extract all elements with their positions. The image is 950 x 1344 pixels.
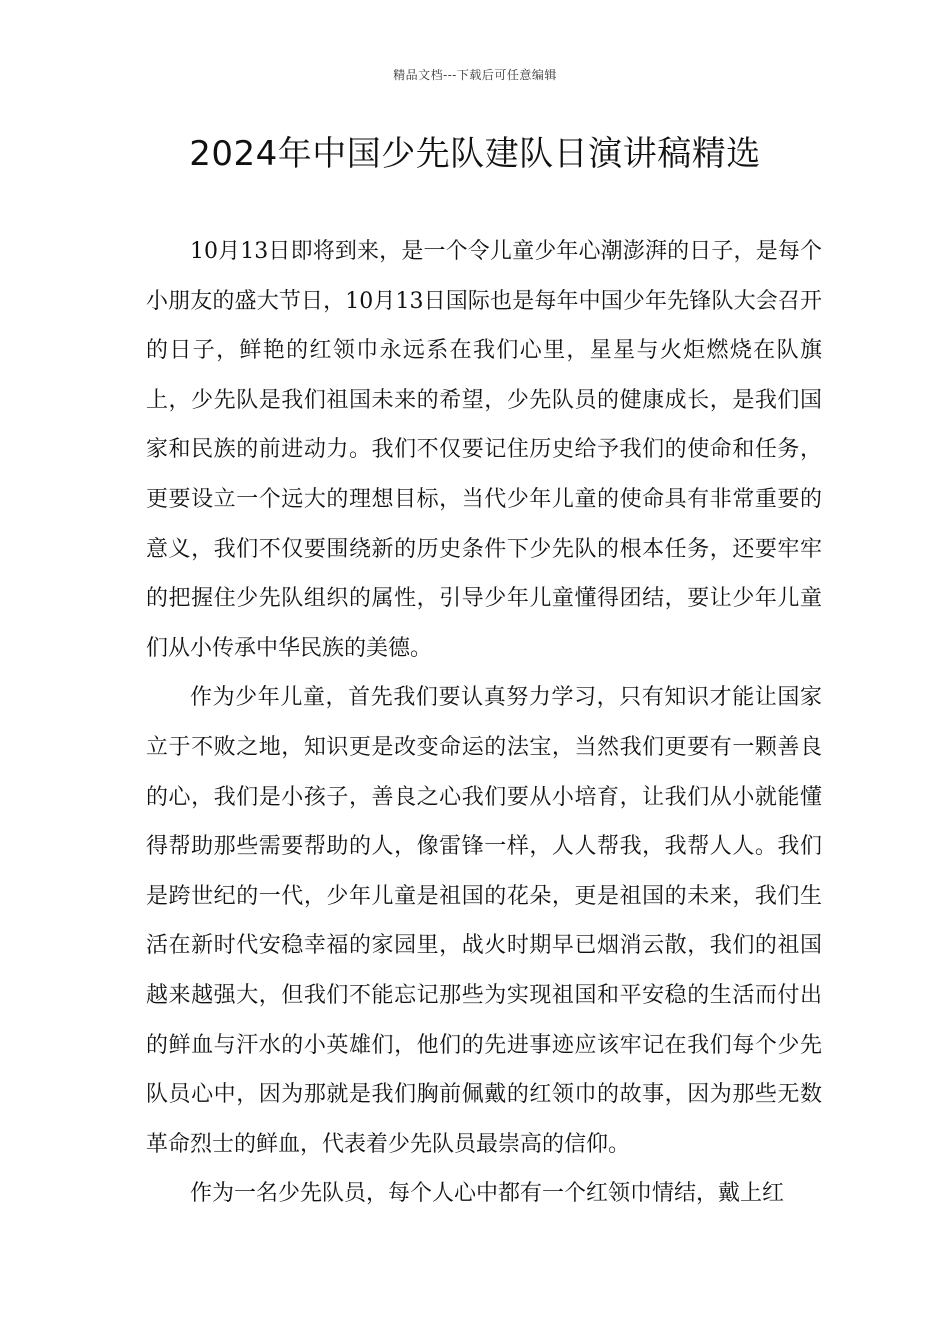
document-body [146,227,822,1219]
header-note: 精品文档---下载后可任意编辑 [393,68,557,82]
page-title: 2024年中国少先队建队日演讲稿精选 [189,134,761,174]
paragraph-1: 10月13日即将到来，是一个令儿童少年心潮澎湃的日子，是每个小朋友的盛大节日，10月13日国际也是每年中国少年先锋队大会召开的日子，鲜艳的红领巾永远系在我们心里，星星与火炬燃烧在队旗上，少先队是我们祖国未来的希望，少先队员的健康成长，是我们国家和民族的前进动力。我们不仅要记住历史给予我们的使命和任务，更要设立一个远大的理想目标，当代少年儿童的使命具有非常重要的意义，我们不仅要围绕新的历史条件下少先队的根本任务，还要牢牢的把握住少先队组织的属性，引导少年儿童懂得团结，要让少年儿童们从小传承中华民族的美德。 [146,239,822,661]
paragraph-3: 作为一名少先队员，每个人心中都有一个红领巾情结，戴上红 [190,1181,785,1207]
paragraph-2: 作为少年儿童，首先我们要认真努力学习，只有知识才能让国家立于不败之地，知识更是改变命运的法宝，当然我们更要有一颗善良的心，我们是小孩子，善良之心我们要从小培育，让我们从小就能懂得帮助那些需要帮助的人，像雷锋一样，人人帮我，我帮人人。我们是跨世纪的一代，少年儿童是祖国的花朵，更是祖国的未来，我们生活在新时代安稳幸福的家园里，战火时期早已烟消云散，我们的祖国越来越强大，但我们不能忘记那些为实现祖国和平安稳的生活而付出的鲜血与汗水的小英雄们，他们的先进事迹应该牢记在我们每个少先队员心中，因为那就是我们胸前佩戴的红领巾的故事，因为那些无数革命烈士的鲜血，代表着少先队员最崇高的信仰。 [146,685,822,1157]
